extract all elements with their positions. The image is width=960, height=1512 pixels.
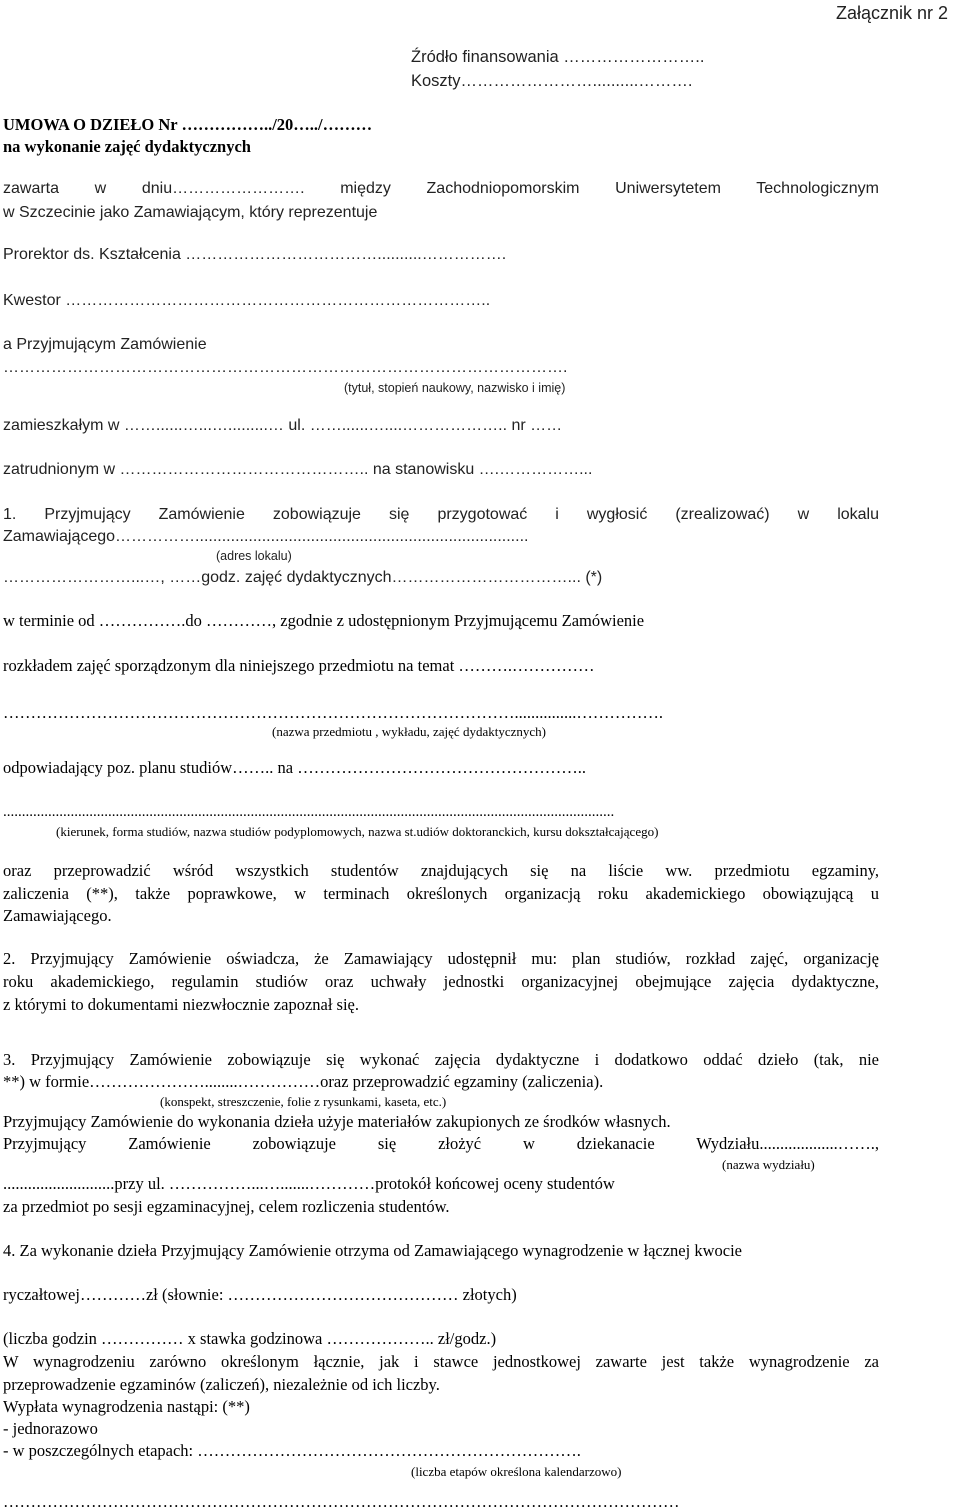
section-3-line-5: ...........................przy ul. ……………...….......…………protokół końcowej oceny studentów <box>3 1174 615 1193</box>
contract-title: UMOWA O DZIEŁO Nr ……………../20…../……… <box>3 115 373 134</box>
kwestor-field: Kwestor …………………………………………………………………….. <box>3 292 491 309</box>
contract-subtitle: na wykonanie zajęć dydaktycznych <box>3 137 251 156</box>
contractor-intro: a Przyjmującym Zamówienie <box>3 336 207 353</box>
prorektor-field: Prorektor ds. Kształcenia ………………………………..........……………. <box>3 246 507 263</box>
costs-field: Koszty……………………..........………. <box>411 72 693 90</box>
section-2-line-1: 2. Przyjmujący Zamówienie oświadcza, że Zamawiający udostępnił mu: plan studiów, rozkład zajęć, organizację <box>3 949 879 968</box>
section-4-stages-field: …………………………………………………………………………………………………………… <box>3 1492 680 1511</box>
section-4-stages: - w poszczególnych etapach: ……………………………………………………………. <box>3 1441 581 1460</box>
section-3-line-6: za przedmiot po sesji egzaminacyjnej, celem rozliczenia studentów. <box>3 1197 450 1216</box>
section-2-line-2: roku akademickiego, regulamin studiów oraz uchwały jednostki organizacyjnej obejmujące zajęcia dydaktyczne, <box>3 972 879 991</box>
section-3-line-4: Przyjmujący Zamówienie zobowiązuje się złożyć w dziekanacie Wydziału...................……., <box>3 1134 879 1153</box>
section-1-topic: rozkładem zajęć sporządzonym dla niniejszego przedmiotu na temat ……….…………… <box>3 656 595 675</box>
faculty-caption: (nazwa wydziału) <box>722 1157 815 1172</box>
contractor-name-field: ……………………………………………………………………………………………. <box>3 359 568 376</box>
section-2-line-3: z którymi to dokumentami niezwłocznie zapoznał się. <box>3 995 360 1014</box>
section-1-para-2: zaliczenia (**), także poprawkowe, w terminach określonych organizacją roku akademickiego obowiązującą u <box>3 884 879 903</box>
section-1-plan: odpowiadający poz. planu studiów…….. na …………………………………………….. <box>3 758 586 777</box>
intro-line-1: zawarta w dniu……………………. między Zachodniopomorskim Uniwersytetem Technologicznym <box>3 180 879 197</box>
section-1-term: w terminie od …………….do …………, zgodnie z udostępnionym Przyjmującemu Zamówienie <box>3 611 645 630</box>
section-1-line-3: ……………………...…, ……godz. zajęć dydaktycznych……………………………... (*) <box>3 569 603 586</box>
section-1-para-3: Zamawiającego. <box>3 906 112 925</box>
section-1-subject-field: …………………………………………………………………………………...............……………. <box>3 703 663 722</box>
contractor-caption: (tytuł, stopień naukowy, nazwisko i imię) <box>344 381 566 395</box>
employment-field: zatrudnionym w ……………………………………….. na stanowisku ….……………... <box>3 461 593 478</box>
section-3-line-3: Przyjmujący Zamówienie do wykonania dzieła użyje materiałów zakupionych ze środków własnych. <box>3 1112 671 1131</box>
section-4-payment: Wypłata wynagrodzenia nastąpi: (**) <box>3 1397 250 1416</box>
section-3-line-2: **) w formie…………………........……………oraz przeprowadzić egzaminy (zaliczenia). <box>3 1072 604 1091</box>
stages-caption: (liczba etapów określona kalendarzowo) <box>411 1464 622 1479</box>
address-caption: (adres lokalu) <box>216 549 292 563</box>
studies-caption: (kierunek, forma studiów, nazwa studiów podyplomowych, nazwa st.udiów doktoranckich, kursu dokształcającego) <box>56 824 659 839</box>
section-4-lump-sum: ryczałtowej…………zł (słownie: …………………………………… złotych) <box>3 1285 517 1304</box>
residence-field: zamieszkałym w ……......…...….........… ul. ……......…....……………….. nr …… <box>3 417 563 434</box>
section-4-line-1: 4. Za wykonanie dzieła Przyjmujący Zamówienie otrzyma od Zamawiającego wynagrodzenie w łącznej kwocie <box>3 1241 742 1260</box>
section-1-line-2: Zamawiającego……………........................................................................... <box>3 528 529 545</box>
section-4-hours: (liczba godzin …………… x stawka godzinowa ……………….. zł/godz.) <box>3 1329 497 1348</box>
subject-caption: (nazwa przedmiotu , wykładu, zajęć dydaktycznych) <box>272 724 546 739</box>
section-4-line-5: przeprowadzenie egzaminów (zaliczeń), niezależnie od ich liczby. <box>3 1375 440 1394</box>
section-3-line-1: 3. Przyjmujący Zamówienie zobowiązuje się wykonać zajęcia dydaktyczne i dodatkowo oddać dzieło (tak, nie <box>3 1050 879 1069</box>
funding-source-field: Źródło finansowania …………………….. <box>411 48 705 66</box>
section-1-line-1: 1. Przyjmujący Zamówienie zobowiązuje się przygotować i wygłosić (zrealizować) w lokalu <box>3 506 879 523</box>
section-4-one-time: - jednorazowo <box>3 1419 98 1438</box>
intro-line-2: w Szczecinie jako Zamawiającym, który reprezentuje <box>3 204 378 221</box>
attachment-label: Załącznik nr 2 <box>836 3 949 23</box>
section-1-para-1: oraz przeprowadzić wśród wszystkich studentów znajdujących się na liście ww. przedmiotu egzaminy, <box>3 861 879 880</box>
form-caption: (konspekt, streszczenie, folie z rysunkami, kaseta, etc.) <box>160 1094 447 1109</box>
section-4-line-4: W wynagrodzeniu zarówno określonym łącznie, jak i stawce jednostkowej zawarte jest także wynagrodzenie za <box>3 1352 879 1371</box>
section-1-studies-field: ................................................................................................................................................................... <box>3 804 615 820</box>
